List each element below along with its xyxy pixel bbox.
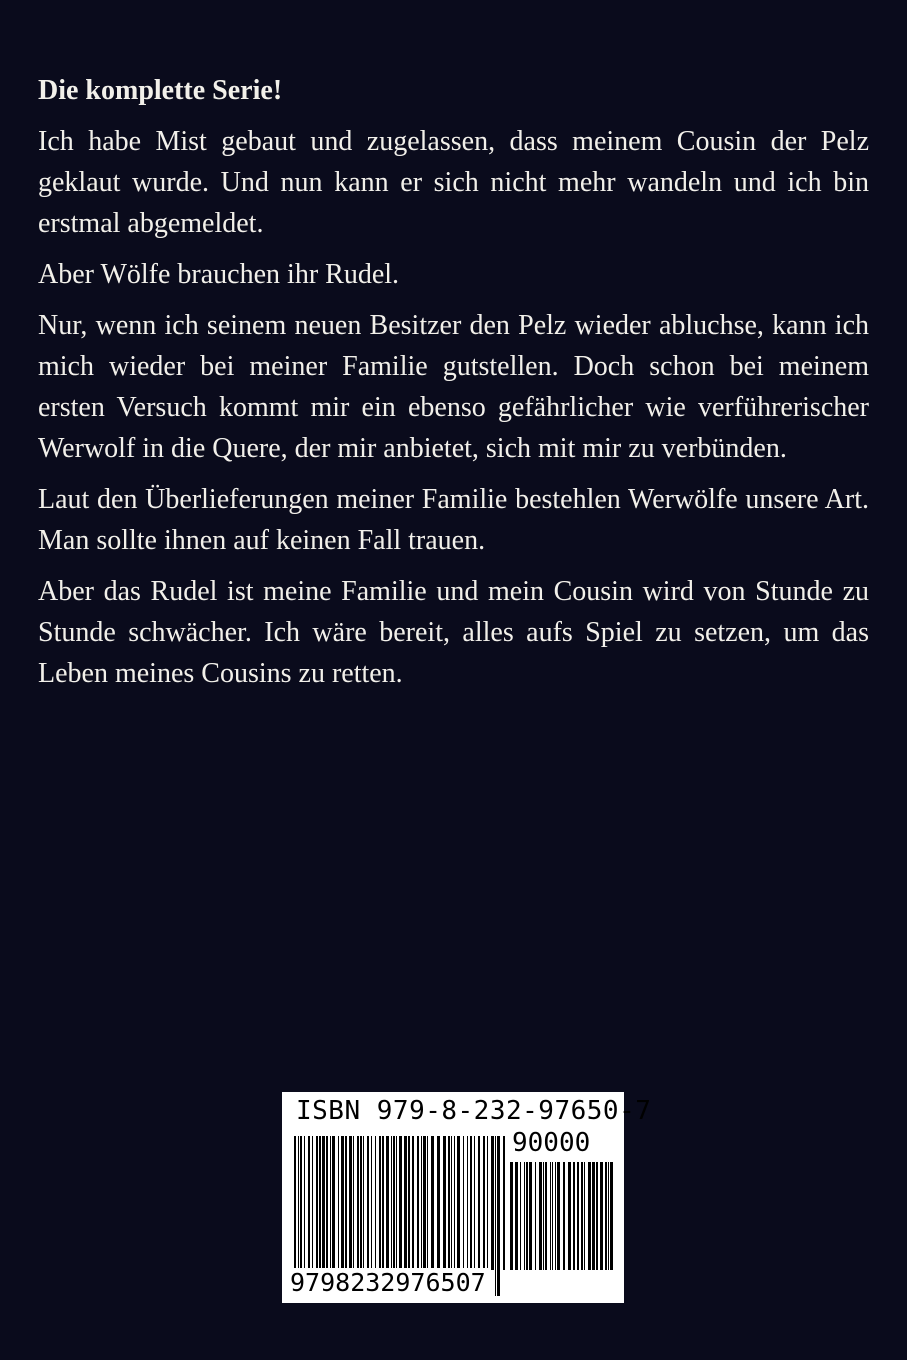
barcode-bar <box>474 1136 475 1270</box>
barcode-bar <box>371 1136 372 1270</box>
barcode-bar <box>487 1136 488 1270</box>
barcode-bar <box>431 1136 434 1270</box>
barcode-bar <box>353 1136 354 1270</box>
barcode-bar <box>467 1136 468 1270</box>
barcode-bar <box>478 1136 480 1270</box>
barcode-bar <box>412 1136 414 1270</box>
barcode-bar <box>497 1136 500 1296</box>
barcode-bar <box>357 1136 359 1270</box>
barcode-bar <box>443 1136 446 1270</box>
isbn-barcode <box>282 1092 652 1303</box>
barcode-bar <box>605 1162 607 1270</box>
barcode-bar <box>338 1136 339 1270</box>
addon-barcode-bars <box>510 1162 614 1296</box>
barcode-bar <box>510 1162 513 1270</box>
barcode-bar <box>573 1162 575 1270</box>
blurb-paragraph-3: Nur, wenn ich seinem neuen Besitzer den Pelz wieder abluchse, kann ich mich wieder bei meiner Familie gutstellen. Doch schon bei meinem ersten Versuch kommt mir ein ebenso gefährlicher wie verführerischer Werwolf in die Quere, der mir anbietet, sich mit mir zu verbünden. <box>38 310 869 464</box>
barcode-bar <box>341 1136 344 1270</box>
barcode-bar <box>463 1136 464 1270</box>
barcode-bar <box>375 1136 376 1270</box>
barcode-bar <box>330 1136 331 1270</box>
barcode-bar <box>568 1162 571 1270</box>
barcode-bar <box>491 1136 494 1270</box>
barcode-bar <box>451 1136 452 1270</box>
barcode-bar <box>524 1162 525 1270</box>
barcode-bar <box>345 1136 347 1270</box>
barcode-bar <box>437 1136 440 1270</box>
barcode-digits: 9798232976507 <box>290 1268 490 1297</box>
barcode-bar <box>408 1136 410 1270</box>
barcode-bar <box>588 1162 591 1270</box>
barcode-bar <box>396 1136 397 1270</box>
blurb-paragraph-4: Laut den Überlieferungen meiner Familie bestehlen Werwölfe unsere Art. Man sollte ihnen auf keinen Fall trauen. <box>38 484 869 556</box>
barcode-bar <box>382 1136 384 1270</box>
blurb-headline: Die komplette Serie! <box>38 75 283 106</box>
barcode-bar <box>608 1162 609 1270</box>
barcode-bar <box>304 1136 305 1270</box>
blurb-paragraph-5: Aber das Rudel ist meine Familie und mein Cousin wird von Stunde zu Stunde schwächer. Ich wäre bereit, alles aufs Spiel zu setzen, um das Leben meines Cousins zu retten. <box>38 576 869 689</box>
barcode-bar <box>539 1162 542 1270</box>
barcode-bar <box>555 1162 556 1270</box>
barcode-bar <box>379 1136 381 1270</box>
barcode-bar <box>423 1136 426 1270</box>
barcode-bar <box>386 1136 389 1270</box>
barcode-bar <box>577 1162 579 1270</box>
barcode-bar <box>545 1162 547 1270</box>
barcode-bar <box>483 1136 485 1270</box>
barcode-bar <box>610 1162 613 1270</box>
barcode-bar <box>563 1162 565 1270</box>
blurb-text <box>38 70 869 704</box>
barcode-bar <box>308 1136 310 1270</box>
barcode-bar <box>526 1162 528 1270</box>
barcode-bar <box>316 1136 318 1270</box>
barcode-bar <box>349 1136 352 1270</box>
barcode-bar <box>322 1136 325 1270</box>
barcode-bar <box>543 1162 544 1270</box>
price-code: 90000 <box>512 1128 591 1158</box>
barcode-bar <box>360 1136 362 1270</box>
blurb-paragraph-2: Aber Wölfe brauchen ihr Rudel. <box>38 259 400 290</box>
barcode-bar <box>503 1136 505 1270</box>
blurb-paragraph-1: Ich habe Mist gebaut und zugelassen, dass meinem Cousin der Pelz geklaut wurde. Und nun kann er sich nicht mehr wandeln und ich bin erstmal abgemeldet. <box>38 126 869 239</box>
barcode-bar <box>363 1136 364 1270</box>
barcode-bar <box>557 1162 560 1270</box>
barcode-bar <box>312 1136 313 1270</box>
barcode-bar <box>535 1162 536 1270</box>
barcode-bar <box>326 1136 328 1270</box>
barcode-bar <box>584 1162 585 1270</box>
barcode-bar <box>332 1136 335 1270</box>
barcode-bar <box>520 1162 521 1270</box>
barcode-bar <box>300 1136 302 1270</box>
barcode-bar <box>457 1136 460 1270</box>
barcode-bar <box>529 1162 532 1270</box>
barcode-bar <box>404 1136 407 1270</box>
barcode-bar <box>495 1136 496 1296</box>
barcode-bar <box>600 1162 603 1270</box>
barcode-bar <box>592 1162 595 1270</box>
barcode-bar <box>417 1136 419 1270</box>
barcode-bar <box>427 1136 428 1270</box>
isbn-label: ISBN 979-8-232-97650-7 <box>296 1096 652 1126</box>
barcode-bar <box>367 1136 369 1270</box>
barcode-bar <box>399 1136 402 1270</box>
barcode-bar <box>552 1162 553 1270</box>
barcode-bar <box>454 1136 455 1270</box>
barcode-bar <box>596 1162 598 1270</box>
barcode-bar <box>470 1136 472 1270</box>
barcode-bar <box>581 1162 583 1270</box>
barcode-bar <box>515 1162 518 1270</box>
barcode-bar <box>448 1136 450 1270</box>
barcode-bar <box>550 1162 551 1270</box>
barcode-bar <box>319 1136 321 1270</box>
barcode-bar <box>421 1136 422 1270</box>
